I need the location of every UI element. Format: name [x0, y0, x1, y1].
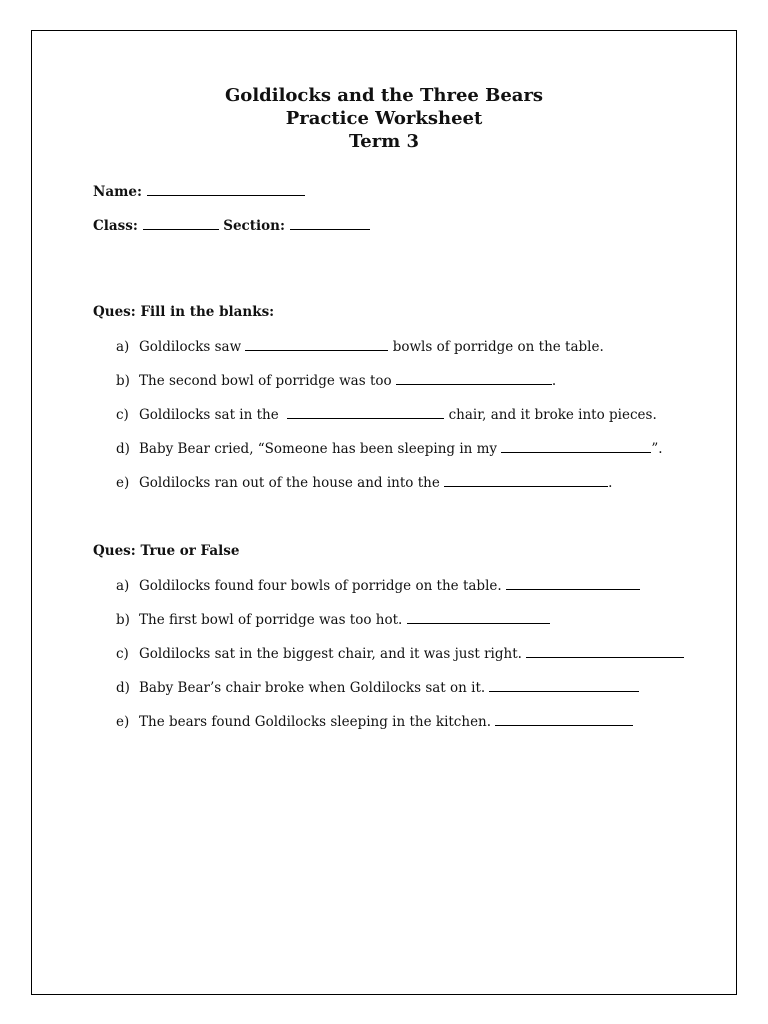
- item-marker: a): [116, 339, 130, 355]
- class-section-row: [93, 218, 370, 234]
- item-marker: e): [116, 714, 130, 730]
- item-marker: b): [116, 373, 130, 389]
- item-marker: d): [116, 441, 130, 457]
- item-text-before: Goldilocks sat in the: [139, 407, 288, 423]
- true-false-item: [116, 680, 639, 696]
- fill-blank-item: [116, 441, 663, 457]
- fill-blank-item: [116, 407, 657, 423]
- fill-blanks-heading: Ques: Fill in the blanks:: [93, 304, 275, 320]
- item-text-before: Goldilocks saw: [139, 339, 246, 355]
- fill-blank-item: [116, 339, 604, 355]
- fill-blank-item: [116, 373, 556, 389]
- item-text: The first bowl of porridge was too hot.: [139, 612, 407, 628]
- item-text: Goldilocks found four bowls of porridge on the table.: [139, 578, 506, 594]
- answer-blank[interactable]: [495, 715, 633, 726]
- item-text: Baby Bear’s chair broke when Goldilocks sat on it.: [139, 680, 490, 696]
- worksheet-title: [0, 84, 768, 153]
- item-text-before: The second bowl of porridge was too: [139, 373, 396, 389]
- name-label: Name:: [93, 184, 142, 200]
- item-marker: a): [116, 578, 130, 594]
- true-false-item: [116, 612, 550, 628]
- class-label: Class:: [93, 218, 138, 234]
- item-marker: d): [116, 680, 130, 696]
- item-text-after: ”.: [651, 441, 663, 457]
- section-label: Section:: [223, 218, 285, 234]
- item-text-after: bowls of porridge on the table.: [388, 339, 604, 355]
- answer-blank[interactable]: [506, 579, 640, 590]
- true-false-item: [116, 578, 640, 594]
- section-blank[interactable]: [290, 219, 370, 230]
- page-border: [31, 30, 737, 995]
- answer-blank[interactable]: [407, 613, 550, 624]
- true-false-item: [116, 646, 684, 662]
- name-field-row: [93, 184, 305, 200]
- answer-blank[interactable]: [245, 340, 388, 351]
- item-text-before: Goldilocks ran out of the house and into the: [139, 475, 445, 491]
- item-text-after: .: [551, 373, 557, 389]
- name-blank[interactable]: [147, 185, 305, 196]
- title-line-2: Practice Worksheet: [285, 108, 483, 129]
- item-text: Goldilocks sat in the biggest chair, and it was just right.: [139, 646, 527, 662]
- answer-blank[interactable]: [489, 681, 639, 692]
- item-marker: e): [116, 475, 130, 491]
- answer-blank[interactable]: [287, 408, 444, 419]
- answer-blank[interactable]: [396, 374, 552, 385]
- item-text-before: Baby Bear cried, “Someone has been sleeping in my: [139, 441, 502, 457]
- fill-blank-item: [116, 475, 612, 491]
- class-blank[interactable]: [143, 219, 219, 230]
- title-line-1: Goldilocks and the Three Bears: [224, 85, 544, 106]
- answer-blank[interactable]: [444, 476, 608, 487]
- item-marker: c): [116, 646, 129, 662]
- title-line-3: Term 3: [348, 131, 420, 152]
- true-false-item: [116, 714, 633, 730]
- answer-blank[interactable]: [526, 647, 684, 658]
- item-marker: c): [116, 407, 129, 423]
- answer-blank[interactable]: [501, 442, 651, 453]
- true-false-heading: Ques: True or False: [93, 543, 240, 559]
- item-text: The bears found Goldilocks sleeping in the kitchen.: [139, 714, 496, 730]
- item-marker: b): [116, 612, 130, 628]
- item-text-after: chair, and it broke into pieces.: [444, 407, 657, 423]
- item-text-after: .: [608, 475, 613, 491]
